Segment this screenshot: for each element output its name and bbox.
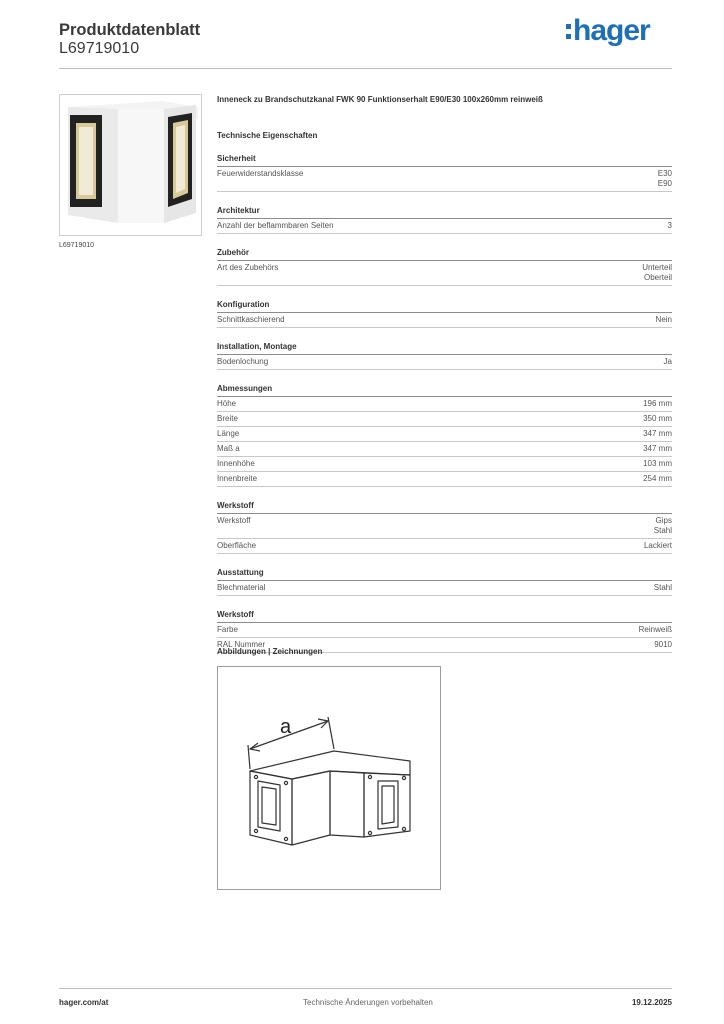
- property-value-line: Unterteil: [642, 263, 672, 272]
- property-label: Werkstoff: [217, 516, 251, 525]
- property-value: [658, 169, 672, 189]
- property-value: [643, 429, 672, 439]
- property-row: [217, 412, 672, 427]
- property-value-line: 103 mm: [643, 459, 672, 468]
- property-row: [217, 397, 672, 412]
- property-label: Höhe: [217, 399, 237, 408]
- property-value-line: 347 mm: [643, 429, 672, 438]
- section-title: Konfiguration: [217, 300, 672, 313]
- property-value-line: Stahl: [653, 526, 672, 535]
- article-number: L69719010: [59, 40, 140, 57]
- technical-drawing: [217, 666, 441, 890]
- property-row: [217, 623, 672, 638]
- property-value: [639, 625, 672, 635]
- property-value-line: E90: [657, 179, 672, 188]
- property-value-line: 254 mm: [643, 474, 672, 483]
- property-value: [656, 315, 672, 325]
- property-row: [217, 219, 672, 234]
- property-value-line: 347 mm: [643, 444, 672, 453]
- property-value-line: Ja: [663, 357, 672, 366]
- property-value: [643, 414, 672, 424]
- property-row: [217, 355, 672, 370]
- property-value-line: 196 mm: [643, 399, 672, 408]
- property-label: RAL Nummer: [217, 640, 266, 649]
- product-title: Inneneck zu Brandschutzkanal FWK 90 Funktionserhalt E90/E30 100x260mm reinweiß: [217, 95, 543, 104]
- footer-note: Technische Änderungen vorbehalten: [303, 998, 433, 1007]
- property-label: Innenbreite: [217, 474, 258, 483]
- property-row: [217, 427, 672, 442]
- property-section: [217, 568, 672, 596]
- property-label: Breite: [217, 414, 238, 423]
- property-value-line: Lackiert: [643, 541, 672, 550]
- property-value-line: Oberteil: [643, 273, 672, 282]
- property-label: Feuerwiderstandsklasse: [217, 169, 304, 178]
- property-row: [217, 313, 672, 328]
- footer-divider: [59, 988, 672, 989]
- property-value-line: E30: [657, 169, 672, 178]
- property-value-line: 9010: [654, 640, 672, 649]
- property-label: Blechmaterial: [217, 583, 266, 592]
- property-value: [642, 263, 672, 283]
- property-section: [217, 300, 672, 328]
- page-title: Produktdatenblatt: [59, 21, 201, 39]
- property-label: Länge: [217, 429, 240, 438]
- section-title: Werkstoff: [217, 501, 672, 514]
- property-section: [217, 501, 672, 554]
- section-title: Sicherheit: [217, 154, 672, 167]
- property-row: [217, 539, 672, 554]
- property-value: [654, 583, 672, 593]
- property-value: [643, 474, 672, 484]
- property-value: [643, 444, 672, 454]
- property-value-line: 3: [667, 221, 672, 230]
- property-row: [217, 457, 672, 472]
- dimension-label-a: a: [280, 716, 292, 738]
- property-label: Innenhöhe: [217, 459, 255, 468]
- product-image: [59, 94, 202, 236]
- property-value-line: Gips: [655, 516, 672, 525]
- section-title: Architektur: [217, 206, 672, 219]
- property-value-line: Nein: [655, 315, 672, 324]
- property-value: [643, 459, 672, 469]
- property-section: [217, 248, 672, 286]
- property-value-line: Stahl: [653, 583, 672, 592]
- property-value: [644, 541, 672, 551]
- property-section: [217, 384, 672, 487]
- footer-date: 19.12.2025: [631, 998, 672, 1007]
- section-title: Ausstattung: [217, 568, 672, 581]
- corner-duct-photo-icon: [60, 95, 201, 235]
- property-value: [668, 221, 672, 231]
- property-label: Oberfläche: [217, 541, 257, 550]
- property-row: [217, 514, 672, 539]
- property-value-line: Reinweiß: [638, 625, 672, 634]
- property-section: [217, 206, 672, 234]
- product-image-caption: L69719010: [59, 242, 95, 249]
- property-value: [643, 399, 672, 409]
- section-title: Abmessungen: [217, 384, 672, 397]
- logo-colon-icon: [566, 24, 571, 39]
- property-label: Maß a: [217, 444, 240, 453]
- footer-website-link[interactable]: hager.com/at: [59, 998, 109, 1007]
- logo-text: hager: [573, 14, 650, 47]
- product-details: [217, 95, 672, 653]
- corner-drawing-icon: [218, 667, 440, 889]
- technical-properties-heading: Technische Eigenschaften: [217, 131, 318, 140]
- property-value: [654, 640, 672, 650]
- section-title: Werkstoff: [217, 610, 672, 623]
- property-value-line: 350 mm: [643, 414, 672, 423]
- hager-logo: [566, 14, 650, 48]
- header-divider: [59, 68, 672, 69]
- property-sections: [217, 154, 672, 653]
- section-title: Installation, Montage: [217, 342, 672, 355]
- property-label: Bodenlochung: [217, 357, 269, 366]
- property-section: [217, 342, 672, 370]
- property-row: [217, 442, 672, 457]
- property-row: [217, 167, 672, 192]
- section-title: Zubehör: [217, 248, 672, 261]
- property-label: Anzahl der beflammbaren Seiten: [217, 221, 334, 230]
- property-value: [664, 357, 672, 367]
- property-row: [217, 261, 672, 286]
- property-row: [217, 581, 672, 596]
- property-section: [217, 154, 672, 192]
- figures-heading: Abbildungen | Zeichnungen: [217, 647, 323, 656]
- property-value: [654, 516, 672, 536]
- property-label: Farbe: [217, 625, 238, 634]
- property-label: Schnittkaschierend: [217, 315, 285, 324]
- property-row: [217, 472, 672, 487]
- property-label: Art des Zubehörs: [217, 263, 279, 272]
